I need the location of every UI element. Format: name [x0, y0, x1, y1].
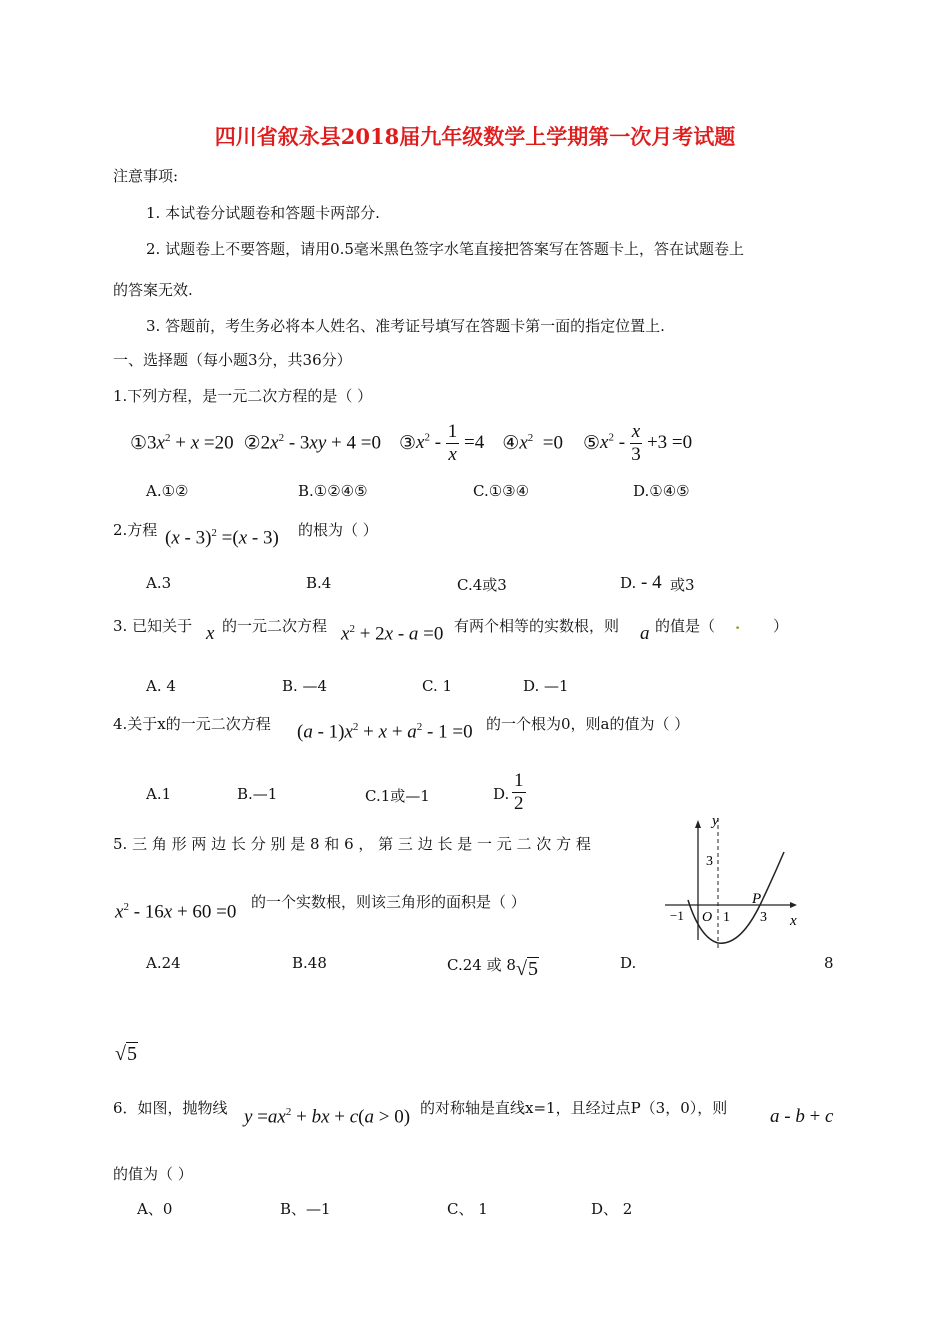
- question-6-option-b: B、—1: [280, 1200, 331, 1218]
- question-3-equation: $x^2 + 2x - a =0$: [341, 623, 444, 645]
- question-5-option-b: B.48: [292, 954, 327, 972]
- question-3-option-c: C. 1: [422, 677, 453, 695]
- question-4-suffix: 的一个根为0，则a的值为（ ）: [486, 715, 690, 733]
- eq-label-4: ④: [502, 432, 520, 454]
- question-5-stem: 5. 三 角 形 两 边 长 分 别 是 8 和 6 ， 第 三 边 长 是 一 元 二 次 方 程: [113, 835, 591, 853]
- question-1-option-b: B.①②④⑤: [298, 482, 368, 500]
- notes-heading: 注意事项:: [113, 167, 179, 185]
- question-3-var-x: x: [206, 623, 215, 644]
- graph-label-y: y: [712, 813, 719, 829]
- question-4-option-b: B.—1: [237, 785, 278, 803]
- note-item-1: 1. 本试卷分试题卷和答题卡两部分.: [146, 204, 380, 222]
- page-title: 四川省叙永县2018届九年级数学上学期第一次月考试题: [214, 124, 736, 149]
- note-item-2: 2. 试题卷上不要答题，请用0.5毫米黑色签字水笔直接把答案写在答题卡上，答在试题卷上: [146, 240, 744, 258]
- question-3-text-5: ）: [773, 617, 789, 635]
- eq-label-2: ②: [243, 432, 261, 454]
- equation-1: $3x^2 + x =20$: [147, 431, 234, 454]
- equation-4: $x^2 =0$: [519, 431, 563, 454]
- equation-5: $x^2$ - $\frac{x}{3}$ +3 =0: [600, 420, 693, 465]
- note-item-3: 3. 答题前，考生务必将本人姓名、准考证号填写在答题卡第一面的指定位置上.: [146, 317, 665, 335]
- graph-label-minus-1: −1: [670, 908, 684, 923]
- question-4-option-a: A.1: [146, 785, 172, 803]
- question-4-option-d: D.: [493, 785, 510, 803]
- eq-label-5: ⑤: [582, 432, 601, 454]
- question-5-option-a: A.24: [146, 954, 181, 972]
- question-3-text-1: 3. 已知关于: [113, 617, 193, 635]
- question-2-suffix: 的根为（ ）: [298, 521, 378, 539]
- question-4-option-c: C.1或—1: [365, 787, 430, 805]
- question-2-prefix: 2.方程: [113, 521, 158, 539]
- section-heading: 一、选择题（每小题3分，共36分）: [113, 351, 352, 369]
- question-2-equation: (x - 3)$^2$ =(x - 3): [165, 527, 279, 549]
- question-6-expression: a - b + c: [770, 1106, 834, 1127]
- question-6-tail: 的值为（ ）: [113, 1165, 193, 1183]
- question-5-option-c-sqrt: √5: [516, 958, 538, 980]
- equation-2: $2x^2 - 3xy + 4 =0$: [260, 431, 381, 454]
- note-item-2-cont: 的答案无效.: [113, 281, 193, 299]
- question-6-suffix: 的对称轴是直线x=1，且经过点P（3，0），则: [420, 1099, 728, 1117]
- question-5-option-d-value: 8: [824, 954, 834, 972]
- question-5-equation: $x^2 - 16x + 60 =0$: [115, 901, 237, 923]
- question-5-option-d-sqrt: √5: [115, 1043, 137, 1065]
- question-2-option-b: B.4: [306, 574, 332, 592]
- question-2-option-c: C.4或3: [457, 576, 507, 594]
- parabola-curve: [688, 852, 784, 943]
- question-3-var-a: a: [640, 623, 650, 644]
- question-3-text-4: 的值是（: [655, 617, 716, 635]
- eq-label-3: ③: [398, 432, 417, 454]
- question-1-stem: 1.下列方程，是一元二次方程的是（ ）: [113, 387, 373, 405]
- question-1-option-c: C.①③④: [473, 482, 530, 500]
- question-1-option-d: D.①④⑤: [633, 482, 690, 500]
- question-2-option-d-value: - 4: [641, 572, 662, 593]
- question-4-option-d-fraction: $\frac{1}{2}$: [514, 770, 524, 814]
- question-3-option-b: B. —4: [282, 677, 328, 695]
- question-4-prefix: 4.关于x的一元二次方程: [113, 715, 271, 733]
- question-3-dot: .: [735, 615, 741, 633]
- question-5-option-c: C.24 或 8: [447, 956, 516, 974]
- question-3-option-a: A. 4: [146, 677, 176, 695]
- graph-label-origin: O: [702, 910, 713, 925]
- question-5-option-d: D.: [620, 954, 637, 972]
- parabola-graph: [660, 810, 805, 950]
- question-6-option-c: C、 1: [447, 1200, 488, 1218]
- question-5-suffix: 的一个实数根，则该三角形的面积是（ ）: [251, 893, 526, 911]
- question-6-equation: $y =ax^2$ + bx + c(a > 0): [244, 1106, 411, 1128]
- x-axis-arrow: [790, 902, 797, 908]
- eq-label-1: ①: [130, 432, 148, 454]
- question-2-option-a: A.3: [146, 574, 172, 592]
- equation-3: $x^2$ - $\frac{1}{x}$ =4: [416, 420, 485, 465]
- graph-label-3-x: 3: [760, 910, 767, 925]
- question-6-prefix: 6．如图，抛物线: [113, 1099, 228, 1117]
- question-6-option-d: D、 2: [591, 1200, 633, 1218]
- question-3-text-3: 有两个相等的实数根，则: [454, 617, 620, 635]
- question-2-option-d-tail: 或3: [670, 576, 695, 594]
- question-3-text-2: 的一元二次方程: [222, 617, 328, 635]
- y-axis-arrow: [695, 820, 701, 828]
- question-6-option-a: A、0: [137, 1200, 173, 1218]
- graph-label-3-y: 3: [706, 854, 713, 869]
- graph-label-x: x: [790, 913, 797, 929]
- question-4-equation: $(a - 1)x^2 + x + a^2 - 1 =0$: [297, 721, 473, 743]
- question-1-option-a: A.①②: [146, 482, 189, 500]
- question-2-option-d: D.: [620, 574, 637, 592]
- question-3-option-d: D. —1: [523, 677, 569, 695]
- graph-label-1: 1: [723, 910, 730, 925]
- graph-label-p: P: [752, 891, 762, 907]
- question-1-equations: [130, 418, 692, 468]
